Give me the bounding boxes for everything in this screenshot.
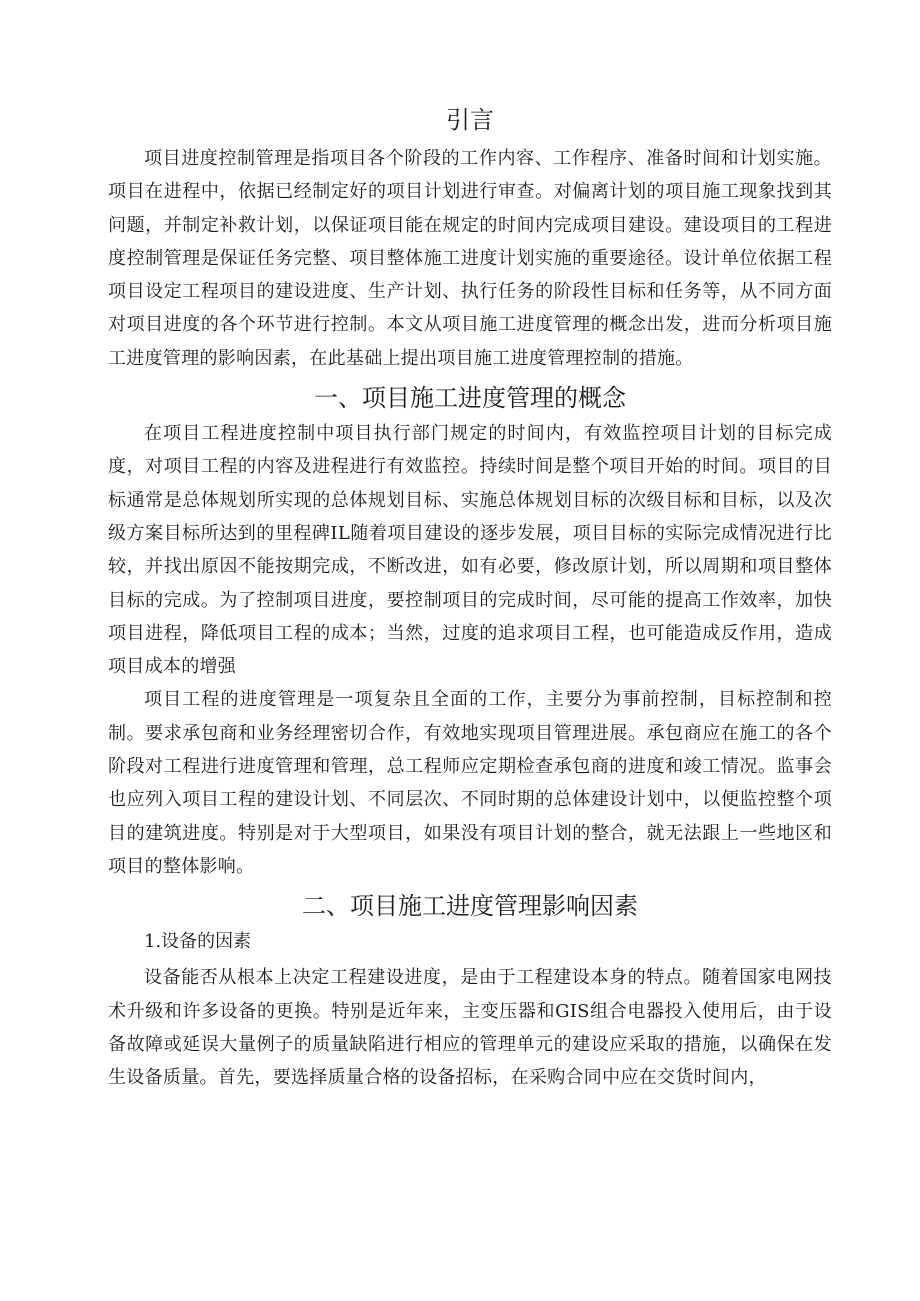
section2-paragraph-1: 设备能否从根本上决定工程建设进度，是由于工程建设本身的特点。随着国家电网技术升级和许多设备的更换。特别是近年来，主变压器和GIS组合电器投入使用后，由于设备故障或延误大量例子的质量缺陷进行相应的管理单元的建设应采取的措施，以确保在发生设备质量。首先，要选择质量合格的设备招标，在采购合同中应在交货时间内， [108,967,832,1089]
section1-paragraph-2: 项目工程的进度管理是一项复杂且全面的工作，主要分为事前控制，目标控制和控制。要求承包商和业务经理密切合作，有效地实现项目管理进展。承包商应在施工的各个阶段对工程进行进度管理和管理，总工程师应定期检查承包商的进度和竣工情况。监事会也应列入项目工程的建设计划、不同层次、不同时期的总体建设计划中，以便监控整个项目的建筑进度。特别是对于大型项目，如果没有项目计划的整合，就无法跟上一些地区和项目的整体影响。 [108,689,832,877]
intro-heading: 引言 [446,106,494,134]
section2-subheading: 1.设备的因素 [144,931,252,953]
section1-heading: 一、项目施工进度管理的概念 [314,384,626,413]
intro-paragraph: 项目进度控制管理是指项目各个阶段的工作内容、工作程序、准备时间和计划实施。项目在进程中，依据已经制定好的项目计划进行审查。对偏离计划的项目施工现象找到其问题，并制定补救计划，以保证项目能在规定的时间内完成项目建设。建设项目的工程进度控制管理是保证任务完整、项目整体施工进度计划实施的重要途径。设计单位依据工程项目设定工程项目的建设进度、生产计划、执行任务的阶段性目标和任务等，从不同方面对项目进度的各个环节进行控制。本文从项目施工进度管理的概念出发，进而分析项目施工进度管理的影响因素，在此基础上提出项目施工进度管理控制的措施。 [108,148,832,369]
section2-heading: 二、项目施工进度管理影响因素 [302,892,638,921]
document-page [108,104,832,1094]
section1-paragraph-1: 在项目工程进度控制中项目执行部门规定的时间内，有效监控项目计划的目标完成度，对项目工程的内容及进程进行有效监控。持续时间是整个项目开始的时间。项目的目标通常是总体规划所实现的总体规划目标、实施总体规划目标的次级目标和目标，以及次级方案目标所达到的里程碑IL随着项目建设的逐步发展，项目目标的实际完成情况进行比较，并找出原因不能按期完成，不断改进，如有必要，修改原计划，所以周期和项目整体目标的完成。为了控制项目进度，要控制项目的完成时间，尽可能的提高工作效率，加快项目进程，降低项目工程的成本；当然，过度的追求项目工程，也可能造成反作用，造成项目成本的增强 [108,423,832,678]
